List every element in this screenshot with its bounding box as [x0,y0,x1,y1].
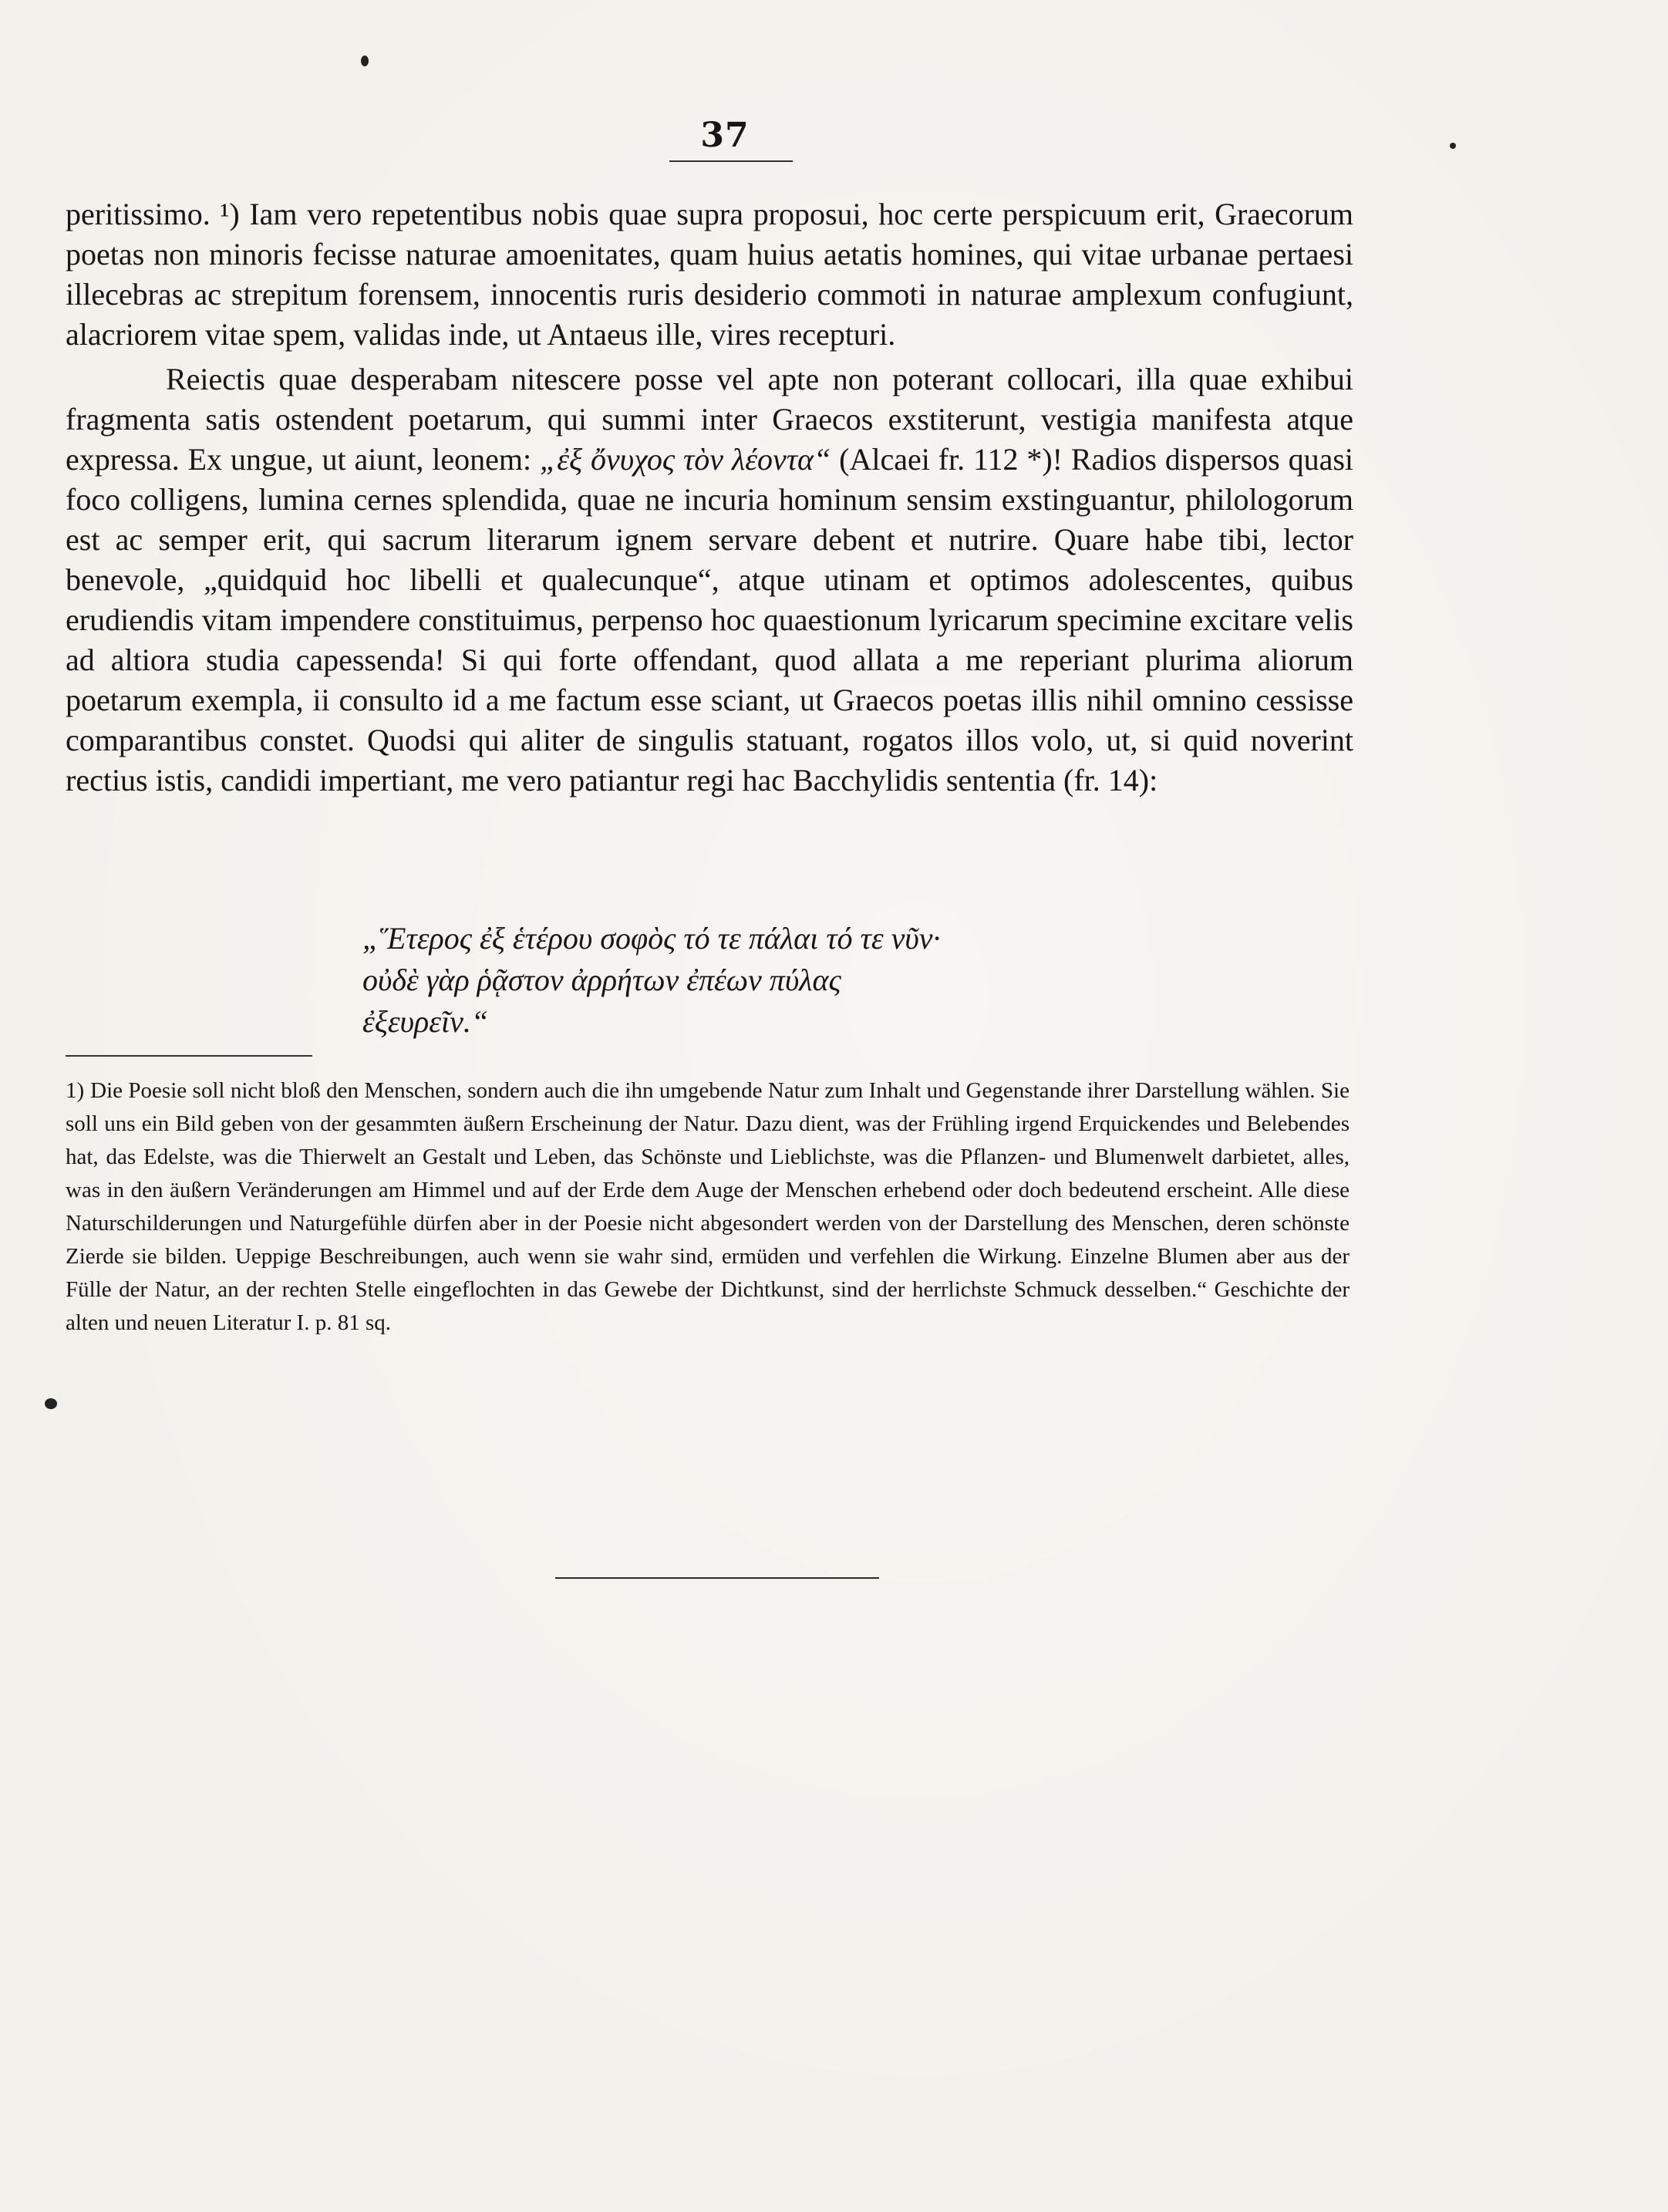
greek-inline-quote: „ἐξ ὄνυχος τὸν λέοντα“ [540,442,831,477]
quote-line-3: ἐξευρεῖν.“ [362,1004,489,1039]
paragraph-2 [66,359,1353,801]
main-text [66,194,1353,801]
page-number: 37 [700,116,750,155]
quote-line-1: „Ἕτερος ἐξ ἑτέρου σοφὸς τό τε πάλαι τό τε νῦν· [362,921,941,956]
paragraph-2-after: (Alcaei fr. 112 *)! Radios dispersos quasi foco colligens, lumina cernes splendida, quae ne incuria hominum sensim exstinguantur, philologorum est ac semper erit, qui sacrum literarum ignem servare debent et nutrire. Quare habe tibi, lector benevole, „quidquid hoc libelli et qualecunque“, atque utinam et optimos adolescentes, quibus erudiendis vitam impendere constituimus, perpenso hoc quaestionum lyricarum specimine excitare velis ad altiora studia capessenda! Si qui forte offendant, quod allata a me reperiant plurima aliorum poetarum exempla, ii consulto id a me factum esse sciant, ut Graecos poetas illis nihil omnino cessisse comparantibus constet. Quodsi qui aliter de singulis statuant, rogatos illos volo, ut, si quid noverint rectius istis, candidi impertiant, me vero patiantur regi hac Bacchylidis sententia (fr. 14): [66,442,1354,797]
end-rule [555,1577,879,1579]
page-number-rule [669,160,793,162]
ink-speck [361,56,369,66]
paragraph-2-before: Reiectis quae desperabam nitescere posse vel apte non poterant collocari, illa quae exhibui fragmenta satis ostendent poetarum, qui summi inter Graecos exstiterunt, vestigia manifesta atque expressa. Ex ungue, ut aiunt, leonem: [66,362,1353,477]
ink-speck [1450,143,1456,149]
bacchylides-quote [362,918,1211,1043]
footnote-text: Die Poesie soll nicht bloß den Menschen, sondern auch die ihn umgebende Natur zum Inhalt und Gegenstande ihrer Darstellung wählen. Sie soll uns ein Bild geben von der gesammten äußern Erscheinung der Natur. Dazu dient, was der Frühling irgend Erquickendes und Belebendes hat, das Edelste, was die Thierwelt an Gestalt und Leben, das Schönste und Lieblichste, was die Pflanzen- und Blumenwelt darbietet, alles, was in den äußern Veränderungen am Himmel und auf der Erde dem Auge der Menschen erhebend oder doch bedeutend erscheint. Alle diese Naturschilderungen und Naturgefühle dürfen aber in der Poesie nicht abgesondert werden von der Darstellung des Menschen, deren schönste Zierde sie bilden. Ueppige Beschreibungen, auch wenn sie wahr sind, ermüden und verfehlen die Wirkung. Einzelne Blumen aber aus der Fülle der Natur, an der rechten Stelle eingeflochten in das Gewebe der Dichtkunst, sind der herrlichste Schmuck desselben.“ Geschichte der alten und neuen Literatur I. p. 81 sq. [66,1078,1350,1335]
footnote-marker: 1) [66,1078,85,1103]
footnote [66,1074,1350,1340]
paragraph-1: peritissimo. ¹) Iam vero repetentibus nobis quae supra proposui, hoc certe perspicuum erit, Graecorum poetas non minoris fecisse naturae amoenitates, quam huius aetatis homines, qui vitae urbanae pertaesi illecebras ac strepitum forensem, innocentis ruris desiderio commoti in naturae amplexum confugiunt, alacriorem vitae spem, validas inde, ut Antaeus ille, vires recepturi. [66,197,1353,352]
quote-line-2: οὐδὲ γὰρ ῥᾷστον ἀρρήτων ἐπέων πύλας [362,963,841,997]
footnote-rule [66,1055,312,1057]
ink-speck [45,1398,57,1409]
